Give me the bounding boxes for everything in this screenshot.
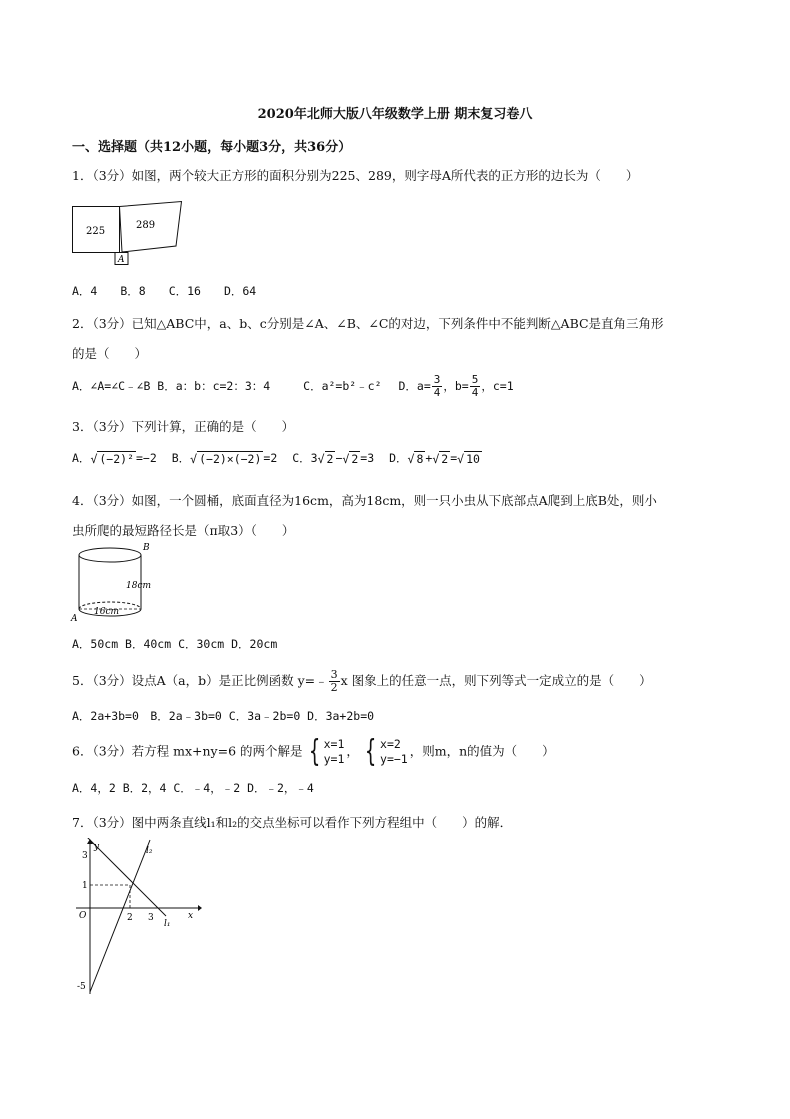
question-4-options: A．50cm B．40cm C．30cm D．20cm [72, 637, 278, 651]
label-diameter: 16cm [94, 607, 120, 617]
question-4-stem-line1: 4．（3分）如图，一个圆桶，底面直径为16cm，高为18cm，则一只小虫从下底部点A爬到上底B处，则小 [72, 493, 657, 508]
label-225: 225 [86, 226, 106, 237]
question-5-options: A．2a+3b=0 B．2a﹣3b=0 C．3a﹣2b=0 D．3a+2b=0 [72, 709, 375, 723]
question-5-stem: 5．（3分）设点A（a，b）是正比例函数 y=﹣ $\frac{3}{2}$ x 图象上的任意一点，则下列等式一定成立的是（ ） [72, 668, 652, 694]
question-6-stem: 6．（3分）若方程 mx+ny=6 的两个解是 { x=1 y=1 ， { x=2 y=−1 ，则m，n的值为（ ） [72, 734, 555, 769]
question-7-graph [72, 838, 202, 998]
cylinder-top [79, 548, 141, 562]
sqrt-a: √ (−2)² [90, 451, 134, 466]
question-1-options: A．4 B．8 C．16 D．64 [72, 284, 257, 298]
option-a-b: A．∠A=∠C﹣∠B B．a：b：c=2：3：4 [72, 379, 271, 393]
sqrt-d3: √ 10 [457, 451, 480, 466]
option-c: C．a²=b²﹣c² [303, 379, 382, 393]
sqrt-b: √ (−2)×(−2) [190, 451, 262, 466]
option-d-suffix: ，c=1 [481, 379, 514, 393]
system-2: { x=2 y=−1 [364, 734, 408, 769]
sqrt-d2: √ 2 [432, 451, 449, 466]
y-label: y [94, 842, 100, 852]
question-1-figure [72, 196, 184, 268]
option-d-prefix: D．a= [398, 379, 431, 393]
line-l2 [90, 840, 150, 992]
tick-yneg5: -5 [77, 982, 86, 992]
question-3-stem: 3．（3分）下列计算，正确的是（ ） [72, 419, 295, 434]
sqrt-d1: √ 8 [407, 451, 424, 466]
x-label: x [188, 911, 194, 921]
fraction-3-2: $\frac{3}{2}$ [330, 668, 338, 694]
label-b: B [143, 543, 150, 553]
sqrt-c2: √ 2 [342, 451, 359, 466]
label-l1: l₁ [164, 919, 171, 929]
system-1: { x=1 y=1 [308, 734, 345, 769]
fraction-3-4: $\frac{3}{4}$ [433, 373, 441, 399]
label-l2: l₂ [146, 846, 153, 856]
question-3-options: A．√ (−2)² =−2 B．√ (−2)×(−2) =2 C．3√ 2 −√ 2 =3 D．√ 8 +√ 2 =√ 10 [72, 451, 480, 466]
label-height: 18cm [126, 581, 152, 591]
tick-y1: 1 [82, 881, 88, 891]
question-2-stem-line2: 的是（ ） [72, 346, 148, 361]
fraction-5-4: $\frac{5}{4}$ [471, 373, 479, 399]
label-289: 289 [136, 220, 156, 231]
tick-x2: 2 [127, 913, 133, 923]
question-4-stem-line2: 虫所爬的最短路径长是（π取3）（ ） [72, 523, 295, 538]
question-6-options: A．4，2 B．2，4 C．﹣4，﹣2 D．﹣2，﹣4 [72, 781, 314, 795]
question-7-stem: 7．（3分）图中两条直线l₁和l₂的交点坐标可以看作下列方程组中（ ）的解． [72, 815, 513, 830]
origin-label: O [79, 911, 87, 921]
label-a: A [118, 255, 125, 265]
question-2-options [72, 374, 514, 399]
tick-x3: 3 [148, 913, 154, 923]
question-1-stem: 1．（3分）如图，两个较大正方形的面积分别为225、289，则字母A所代表的正方形的边长为（ ） [72, 168, 639, 183]
question-4-cylinder-figure [70, 542, 155, 624]
page-title: 2020年北师大版八年级数学上册 期末复习卷八 [257, 107, 533, 122]
sqrt-c1: √ 2 [317, 451, 334, 466]
section-heading: 一、选择题（共12小题，每小题3分，共36分） [72, 140, 352, 155]
question-2-stem-line1: 2．（3分）已知△ABC中，a、b、c分别是∠A、∠B、∠C的对边，下列条件中不能判断△ABC是直角三角形 [72, 316, 664, 331]
label-a: A [71, 614, 78, 624]
tick-y3: 3 [82, 851, 88, 861]
option-d-mid: ，b= [443, 379, 469, 393]
